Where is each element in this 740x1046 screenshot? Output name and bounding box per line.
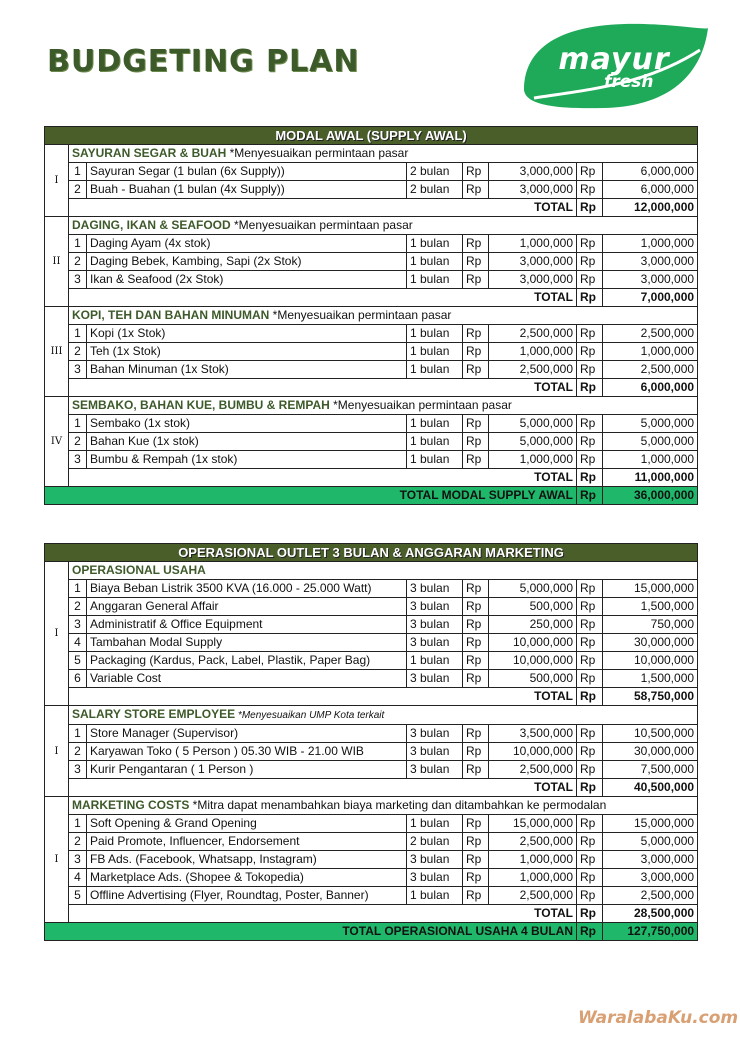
total-currency: Rp — [577, 652, 603, 670]
logo-line2: fresh — [604, 72, 654, 92]
total-currency: Rp — [577, 851, 603, 869]
total-currency: Rp — [577, 433, 603, 451]
item-number: 1 — [69, 415, 87, 433]
category-note: *Menyesuaikan UMP Kota terkait — [235, 710, 385, 721]
subtotal-label: TOTAL — [69, 469, 577, 487]
unit-price: 10,000,000 — [489, 634, 577, 652]
unit-currency: Rp — [463, 743, 489, 761]
subtotal-currency: Rp — [577, 289, 603, 307]
category-heading — [69, 706, 698, 725]
unit-price: 5,000,000 — [489, 415, 577, 433]
item-description: Sayuran Segar (1 bulan (6x Supply)) — [87, 163, 407, 181]
category-heading — [69, 307, 698, 325]
unit-currency: Rp — [463, 343, 489, 361]
table-row — [45, 851, 698, 869]
category-heading — [69, 797, 698, 815]
item-duration: 3 bulan — [407, 598, 463, 616]
unit-currency: Rp — [463, 670, 489, 688]
item-description: Variable Cost — [87, 670, 407, 688]
item-number: 1 — [69, 163, 87, 181]
subtotal-value: 28,500,000 — [603, 905, 698, 923]
table-row — [45, 451, 698, 469]
unit-currency: Rp — [463, 616, 489, 634]
table-row — [45, 815, 698, 833]
item-description: Bahan Minuman (1x Stok) — [87, 361, 407, 379]
table-row — [45, 616, 698, 634]
item-number: 2 — [69, 181, 87, 199]
unit-price: 15,000,000 — [489, 815, 577, 833]
category-title: SALARY STORE EMPLOYEE — [72, 707, 236, 721]
subtotal-value: 12,000,000 — [603, 199, 698, 217]
item-number: 1 — [69, 580, 87, 598]
subtotal-label: TOTAL — [69, 905, 577, 923]
table-row — [45, 415, 698, 433]
item-description: Tambahan Modal Supply — [87, 634, 407, 652]
total-currency: Rp — [577, 235, 603, 253]
item-total: 750,000 — [603, 616, 698, 634]
total-currency: Rp — [577, 325, 603, 343]
item-number: 6 — [69, 670, 87, 688]
item-total: 3,000,000 — [603, 253, 698, 271]
operational-budget-table — [44, 543, 698, 941]
total-currency: Rp — [577, 725, 603, 743]
subtotal-row — [45, 779, 698, 797]
item-description: Ikan & Seafood (2x Stok) — [87, 271, 407, 289]
item-number: 2 — [69, 833, 87, 851]
category-heading — [69, 217, 698, 235]
item-duration: 2 bulan — [407, 181, 463, 199]
category-note: *Mitra dapat menambahkan biaya marketing dan ditambahkan ke permodalan — [189, 798, 607, 812]
item-duration: 1 bulan — [407, 343, 463, 361]
item-duration: 1 bulan — [407, 652, 463, 670]
category-note: *Menyesuaikan permintaan pasar — [230, 218, 413, 232]
category-title: MARKETING COSTS — [72, 798, 190, 812]
subtotal-label: TOTAL — [69, 779, 577, 797]
item-total: 5,000,000 — [603, 415, 698, 433]
table-row — [45, 598, 698, 616]
subtotal-label: TOTAL — [69, 688, 577, 706]
unit-price: 1,000,000 — [489, 869, 577, 887]
table-row — [45, 652, 698, 670]
item-total: 2,500,000 — [603, 887, 698, 905]
table-row — [45, 181, 698, 199]
total-currency: Rp — [577, 451, 603, 469]
unit-price: 500,000 — [489, 598, 577, 616]
unit-currency: Rp — [463, 634, 489, 652]
unit-price: 2,500,000 — [489, 761, 577, 779]
item-number: 5 — [69, 652, 87, 670]
total-currency: Rp — [577, 833, 603, 851]
item-description: Buah - Buahan (1 bulan (4x Supply)) — [87, 181, 407, 199]
subtotal-label: TOTAL — [69, 199, 577, 217]
item-description: FB Ads. (Facebook, Whatsapp, Instagram) — [87, 851, 407, 869]
subtotal-row — [45, 905, 698, 923]
category-roman-numeral: IV — [45, 397, 69, 487]
subtotal-currency: Rp — [577, 688, 603, 706]
item-total: 2,500,000 — [603, 325, 698, 343]
item-description: Paid Promote, Influencer, Endorsement — [87, 833, 407, 851]
subtotal-value: 58,750,000 — [603, 688, 698, 706]
category-row — [45, 145, 698, 163]
item-total: 15,000,000 — [603, 580, 698, 598]
table-row — [45, 670, 698, 688]
unit-currency: Rp — [463, 580, 489, 598]
unit-currency: Rp — [463, 652, 489, 670]
unit-price: 1,000,000 — [489, 235, 577, 253]
unit-price: 10,000,000 — [489, 743, 577, 761]
subtotal-row — [45, 688, 698, 706]
table-row — [45, 743, 698, 761]
subtotal-currency: Rp — [577, 469, 603, 487]
unit-price: 500,000 — [489, 670, 577, 688]
item-duration: 1 bulan — [407, 815, 463, 833]
subtotal-value: 6,000,000 — [603, 379, 698, 397]
item-duration: 3 bulan — [407, 634, 463, 652]
unit-currency: Rp — [463, 271, 489, 289]
item-description: Administratif & Office Equipment — [87, 616, 407, 634]
item-description: Kurir Pengantaran ( 1 Person ) — [87, 761, 407, 779]
table-row — [45, 580, 698, 598]
unit-currency: Rp — [463, 851, 489, 869]
unit-price: 3,000,000 — [489, 163, 577, 181]
unit-price: 5,000,000 — [489, 580, 577, 598]
item-total: 30,000,000 — [603, 634, 698, 652]
category-title: KOPI, TEH DAN BAHAN MINUMAN — [72, 308, 270, 322]
unit-currency: Rp — [463, 833, 489, 851]
item-description: Bumbu & Rempah (1x stok) — [87, 451, 407, 469]
item-number: 4 — [69, 634, 87, 652]
item-duration: 1 bulan — [407, 271, 463, 289]
section-header-row — [45, 127, 698, 145]
unit-price: 2,500,000 — [489, 833, 577, 851]
unit-currency: Rp — [463, 725, 489, 743]
category-row — [45, 397, 698, 415]
logo-line1: mayur — [558, 42, 670, 77]
item-description: Soft Opening & Grand Opening — [87, 815, 407, 833]
grand-total-label: TOTAL MODAL SUPPLY AWAL — [45, 487, 577, 505]
unit-price: 10,000,000 — [489, 652, 577, 670]
unit-price: 2,500,000 — [489, 887, 577, 905]
table-row — [45, 869, 698, 887]
subtotal-value: 7,000,000 — [603, 289, 698, 307]
item-description: Daging Ayam (4x stok) — [87, 235, 407, 253]
subtotal-currency: Rp — [577, 199, 603, 217]
table-row — [45, 761, 698, 779]
grand-total-currency: Rp — [577, 487, 603, 505]
item-duration: 2 bulan — [407, 163, 463, 181]
total-currency: Rp — [577, 580, 603, 598]
unit-currency: Rp — [463, 361, 489, 379]
total-currency: Rp — [577, 253, 603, 271]
table-row — [45, 833, 698, 851]
item-duration: 1 bulan — [407, 415, 463, 433]
category-note: *Menyesuaikan permintaan pasar — [329, 398, 512, 412]
item-total: 1,000,000 — [603, 451, 698, 469]
item-total: 1,500,000 — [603, 598, 698, 616]
category-title: DAGING, IKAN & SEAFOOD — [72, 218, 231, 232]
item-description: Kopi (1x Stok) — [87, 325, 407, 343]
item-number: 3 — [69, 271, 87, 289]
category-heading — [69, 145, 698, 163]
item-number: 3 — [69, 851, 87, 869]
item-description: Daging Bebek, Kambing, Sapi (2x Stok) — [87, 253, 407, 271]
item-total: 1,000,000 — [603, 343, 698, 361]
unit-currency: Rp — [463, 869, 489, 887]
table-row — [45, 343, 698, 361]
table-row — [45, 235, 698, 253]
item-number: 1 — [69, 725, 87, 743]
category-row — [45, 307, 698, 325]
table-row — [45, 887, 698, 905]
unit-price: 1,000,000 — [489, 451, 577, 469]
item-description: Sembako (1x stok) — [87, 415, 407, 433]
unit-price: 3,000,000 — [489, 181, 577, 199]
item-duration: 3 bulan — [407, 580, 463, 598]
total-currency: Rp — [577, 181, 603, 199]
subtotal-currency: Rp — [577, 779, 603, 797]
unit-price: 3,500,000 — [489, 725, 577, 743]
item-description: Packaging (Kardus, Pack, Label, Plastik, Paper Bag) — [87, 652, 407, 670]
item-duration: 3 bulan — [407, 869, 463, 887]
item-number: 5 — [69, 887, 87, 905]
item-total: 3,000,000 — [603, 869, 698, 887]
item-total: 1,500,000 — [603, 670, 698, 688]
category-heading — [69, 562, 698, 580]
item-total: 3,000,000 — [603, 271, 698, 289]
category-note: *Menyesuaikan permintaan pasar — [226, 146, 409, 160]
grand-total-value: 36,000,000 — [603, 487, 698, 505]
item-duration: 3 bulan — [407, 616, 463, 634]
item-duration: 1 bulan — [407, 325, 463, 343]
table-row — [45, 325, 698, 343]
table-row — [45, 433, 698, 451]
category-roman-numeral: I — [45, 145, 69, 217]
item-total: 6,000,000 — [603, 181, 698, 199]
category-note: *Menyesuaikan permintaan pasar — [269, 308, 452, 322]
item-description: Offline Advertising (Flyer, Roundtag, Poster, Banner) — [87, 887, 407, 905]
item-duration: 1 bulan — [407, 451, 463, 469]
unit-price: 1,000,000 — [489, 851, 577, 869]
item-total: 5,000,000 — [603, 433, 698, 451]
item-number: 2 — [69, 743, 87, 761]
total-currency: Rp — [577, 887, 603, 905]
item-duration: 3 bulan — [407, 761, 463, 779]
subtotal-row — [45, 199, 698, 217]
table-row — [45, 361, 698, 379]
item-description: Karyawan Toko ( 5 Person ) 05.30 WIB - 21.00 WIB — [87, 743, 407, 761]
unit-price: 2,500,000 — [489, 325, 577, 343]
table-row — [45, 253, 698, 271]
category-row — [45, 217, 698, 235]
grand-total-value: 127,750,000 — [603, 923, 698, 941]
subtotal-label: TOTAL — [69, 379, 577, 397]
total-currency: Rp — [577, 743, 603, 761]
grand-total-currency: Rp — [577, 923, 603, 941]
item-number: 3 — [69, 361, 87, 379]
item-total: 7,500,000 — [603, 761, 698, 779]
unit-currency: Rp — [463, 451, 489, 469]
table-row — [45, 634, 698, 652]
item-duration: 1 bulan — [407, 235, 463, 253]
item-number: 2 — [69, 253, 87, 271]
item-number: 1 — [69, 815, 87, 833]
item-number: 3 — [69, 761, 87, 779]
total-currency: Rp — [577, 670, 603, 688]
category-roman-numeral: II — [45, 217, 69, 307]
grand-total-label: TOTAL OPERASIONAL USAHA 4 BULAN — [45, 923, 577, 941]
total-currency: Rp — [577, 761, 603, 779]
unit-currency: Rp — [463, 598, 489, 616]
total-currency: Rp — [577, 415, 603, 433]
subtotal-row — [45, 469, 698, 487]
item-number: 1 — [69, 325, 87, 343]
item-total: 10,500,000 — [603, 725, 698, 743]
table-row — [45, 163, 698, 181]
unit-currency: Rp — [463, 235, 489, 253]
section-header: OPERASIONAL OUTLET 3 BULAN & ANGGARAN MARKETING — [45, 544, 698, 562]
category-row — [45, 562, 698, 580]
category-roman-numeral: I — [45, 797, 69, 923]
item-total: 6,000,000 — [603, 163, 698, 181]
item-number: 2 — [69, 433, 87, 451]
category-title: OPERASIONAL USAHA — [72, 563, 206, 577]
unit-currency: Rp — [463, 415, 489, 433]
subtotal-value: 11,000,000 — [603, 469, 698, 487]
item-description: Biaya Beban Listrik 3500 KVA (16.000 - 25.000 Watt) — [87, 580, 407, 598]
category-title: SEMBAKO, BAHAN KUE, BUMBU & REMPAH — [72, 398, 330, 412]
category-heading — [69, 397, 698, 415]
unit-price: 2,500,000 — [489, 361, 577, 379]
section-header-row — [45, 544, 698, 562]
item-number: 3 — [69, 451, 87, 469]
unit-currency: Rp — [463, 887, 489, 905]
category-row — [45, 706, 698, 725]
item-total: 15,000,000 — [603, 815, 698, 833]
mayur-fresh-logo — [514, 20, 714, 112]
item-total: 5,000,000 — [603, 833, 698, 851]
total-currency: Rp — [577, 869, 603, 887]
unit-currency: Rp — [463, 325, 489, 343]
grand-total-row — [45, 923, 698, 941]
item-description: Bahan Kue (1x stok) — [87, 433, 407, 451]
item-number: 2 — [69, 598, 87, 616]
item-total: 1,000,000 — [603, 235, 698, 253]
total-currency: Rp — [577, 343, 603, 361]
category-title: SAYURAN SEGAR & BUAH — [72, 146, 227, 160]
unit-currency: Rp — [463, 181, 489, 199]
item-total: 3,000,000 — [603, 851, 698, 869]
unit-currency: Rp — [463, 815, 489, 833]
unit-price: 3,000,000 — [489, 271, 577, 289]
subtotal-row — [45, 289, 698, 307]
grand-total-row — [45, 487, 698, 505]
item-description: Anggaran General Affair — [87, 598, 407, 616]
item-number: 2 — [69, 343, 87, 361]
category-roman-numeral: III — [45, 307, 69, 397]
item-number: 1 — [69, 235, 87, 253]
unit-currency: Rp — [463, 761, 489, 779]
category-row — [45, 797, 698, 815]
unit-price: 3,000,000 — [489, 253, 577, 271]
item-duration: 3 bulan — [407, 851, 463, 869]
table-row — [45, 725, 698, 743]
item-description: Marketplace Ads. (Shopee & Tokopedia) — [87, 869, 407, 887]
unit-currency: Rp — [463, 433, 489, 451]
unit-currency: Rp — [463, 253, 489, 271]
item-total: 2,500,000 — [603, 361, 698, 379]
watermark — [578, 1008, 738, 1028]
item-description: Store Manager (Supervisor) — [87, 725, 407, 743]
total-currency: Rp — [577, 361, 603, 379]
total-currency: Rp — [577, 815, 603, 833]
total-currency: Rp — [577, 634, 603, 652]
subtotal-value: 40,500,000 — [603, 779, 698, 797]
subtotal-currency: Rp — [577, 905, 603, 923]
item-duration: 2 bulan — [407, 833, 463, 851]
table-row — [45, 271, 698, 289]
subtotal-label: TOTAL — [69, 289, 577, 307]
category-roman-numeral: I — [45, 562, 69, 706]
item-number: 3 — [69, 616, 87, 634]
item-duration: 1 bulan — [407, 253, 463, 271]
watermark-text: WaralabaKu.com — [578, 1008, 739, 1028]
section-header: MODAL AWAL (SUPPLY AWAL) — [45, 127, 698, 145]
item-duration: 3 bulan — [407, 670, 463, 688]
total-currency: Rp — [577, 598, 603, 616]
item-duration: 3 bulan — [407, 743, 463, 761]
unit-currency: Rp — [463, 163, 489, 181]
total-currency: Rp — [577, 271, 603, 289]
item-duration: 3 bulan — [407, 725, 463, 743]
item-duration: 1 bulan — [407, 361, 463, 379]
unit-price: 1,000,000 — [489, 343, 577, 361]
supply-budget-table — [44, 126, 698, 505]
subtotal-row — [45, 379, 698, 397]
item-total: 30,000,000 — [603, 743, 698, 761]
item-duration: 1 bulan — [407, 433, 463, 451]
item-description: Teh (1x Stok) — [87, 343, 407, 361]
total-currency: Rp — [577, 616, 603, 634]
page-title: BUDGETING PLAN — [47, 44, 360, 79]
item-number: 4 — [69, 869, 87, 887]
subtotal-currency: Rp — [577, 379, 603, 397]
item-total: 10,000,000 — [603, 652, 698, 670]
item-duration: 1 bulan — [407, 887, 463, 905]
unit-price: 250,000 — [489, 616, 577, 634]
total-currency: Rp — [577, 163, 603, 181]
unit-price: 5,000,000 — [489, 433, 577, 451]
category-roman-numeral: I — [45, 706, 69, 797]
